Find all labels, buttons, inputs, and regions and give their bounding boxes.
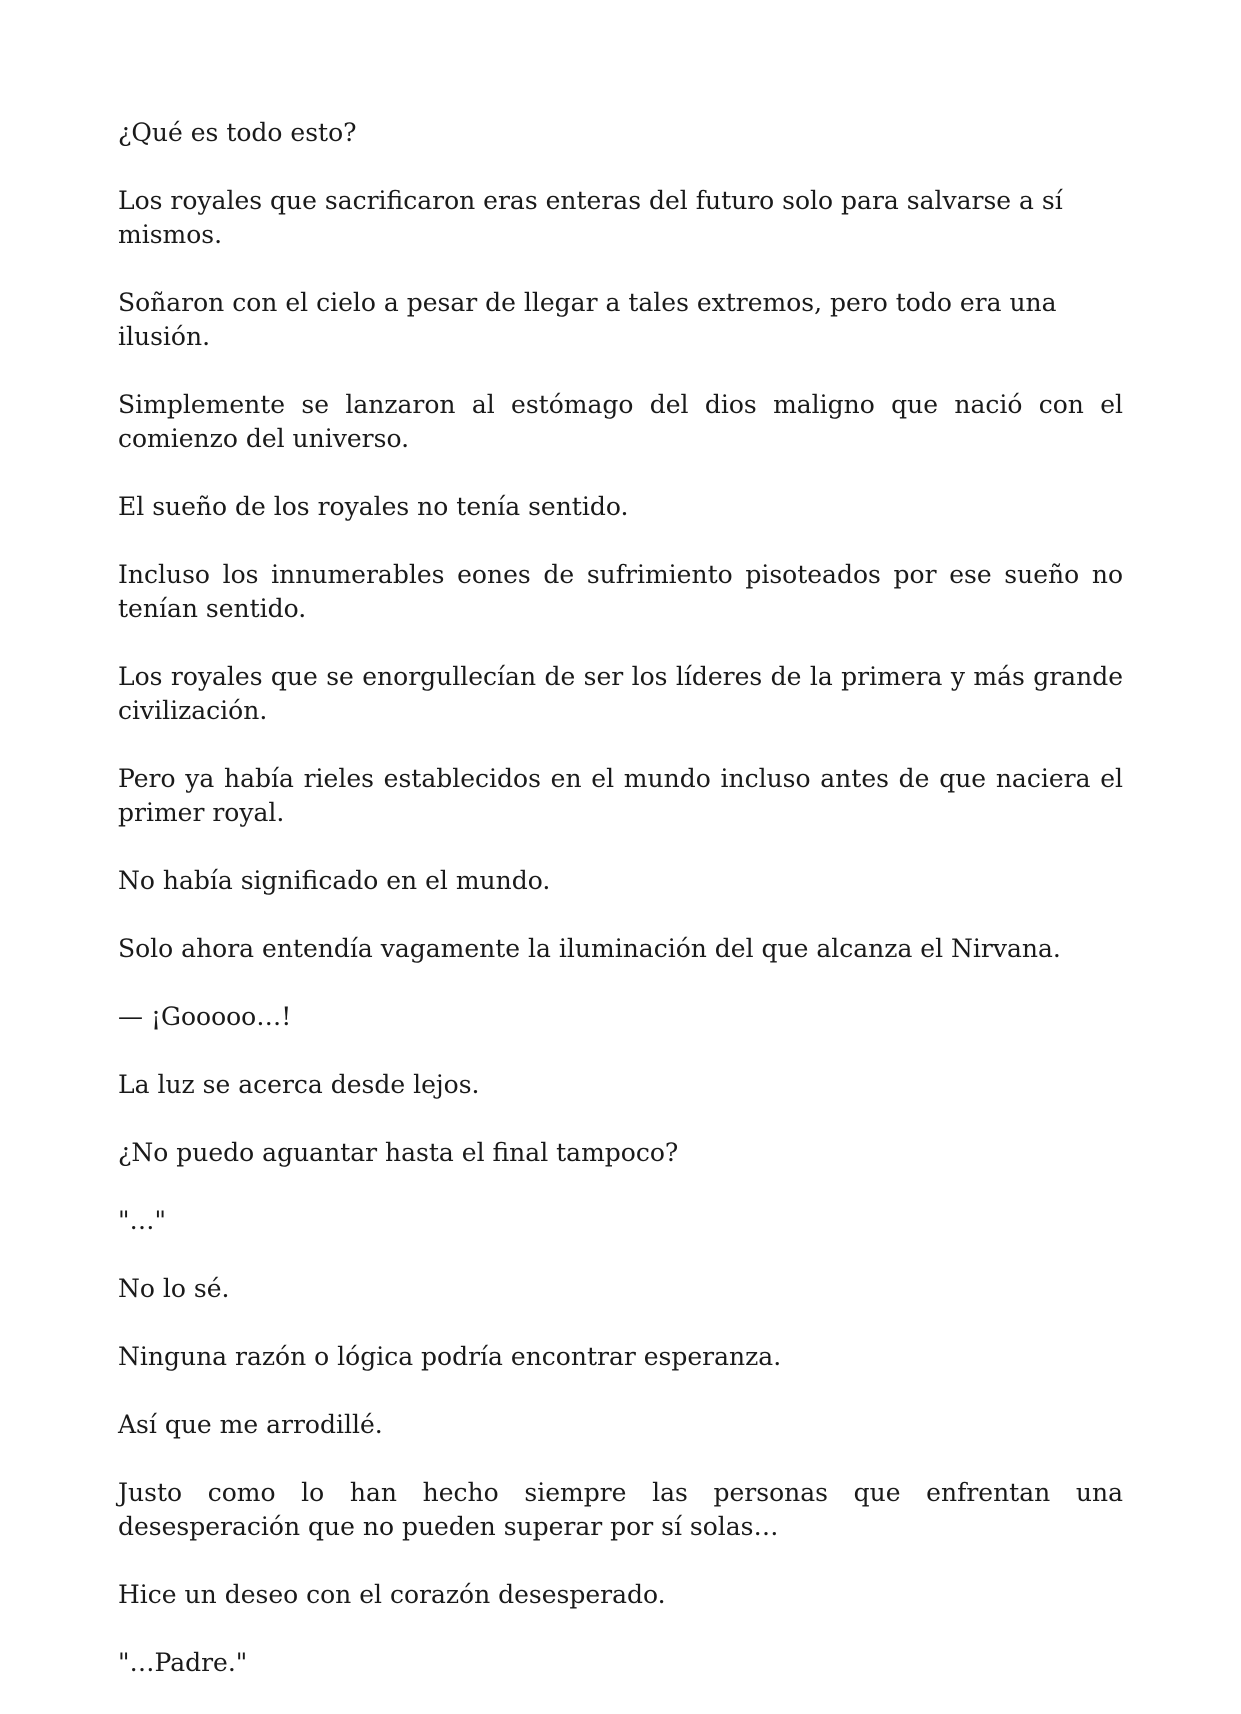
paragraph: Ninguna razón o lógica podría encontrar esperanza. bbox=[118, 1342, 782, 1371]
paragraph: Solo ahora entendía vagamente la iluminación del que alcanza el Nirvana. bbox=[118, 934, 1061, 963]
paragraph: No lo sé. bbox=[118, 1274, 230, 1303]
paragraph: Los royales que sacrificaron eras enteras del futuro solo para salvarse a sí mismos. bbox=[118, 186, 1063, 249]
paragraph: Hice un deseo con el corazón desesperado. bbox=[118, 1580, 666, 1609]
paragraph: — ¡Gooooo…! bbox=[118, 1002, 292, 1031]
paragraph: ¿Qué es todo esto? bbox=[118, 118, 357, 147]
paragraph: "…Padre." bbox=[118, 1648, 248, 1677]
paragraph: La luz se acerca desde lejos. bbox=[118, 1070, 480, 1099]
paragraph: "…" bbox=[118, 1206, 166, 1235]
body-text bbox=[118, 116, 1123, 1714]
paragraph: Soñaron con el cielo a pesar de llegar a tales extremos, pero todo era una ilusión. bbox=[118, 288, 1057, 351]
paragraph: Pero ya había rieles establecidos en el mundo incluso antes de que naciera el primer royal. bbox=[118, 764, 1123, 827]
paragraph: Así que me arrodillé. bbox=[118, 1410, 383, 1439]
paragraph: Los royales que se enorgullecían de ser los líderes de la primera y más grande civilización. bbox=[118, 662, 1123, 725]
paragraph: Simplemente se lanzaron al estómago del dios maligno que nació con el comienzo del universo. bbox=[118, 390, 1123, 453]
paragraph: Incluso los innumerables eones de sufrimiento pisoteados por ese sueño no tenían sentido. bbox=[118, 560, 1123, 623]
paragraph: Justo como lo han hecho siempre las personas que enfrentan una desesperación que no pueden superar por sí solas… bbox=[118, 1478, 1123, 1541]
paragraph: El sueño de los royales no tenía sentido. bbox=[118, 492, 629, 521]
paragraph: No había significado en el mundo. bbox=[118, 866, 551, 895]
paragraph: ¿No puedo aguantar hasta el final tampoco? bbox=[118, 1138, 679, 1167]
